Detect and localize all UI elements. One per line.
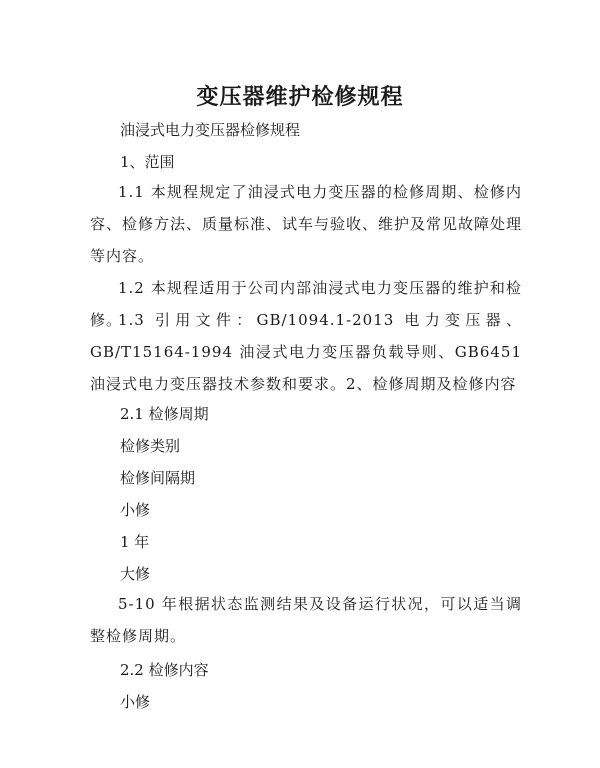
- section-2-2-heading: 2.2 检修内容: [120, 661, 209, 679]
- table-header-interval: 检修间隔期: [120, 469, 196, 487]
- section-1-heading: 1、范围: [120, 153, 175, 171]
- table-header-type: 检修类别: [120, 437, 181, 455]
- paragraph-1-2: 1.2 本规程适用于公司内部油浸式电力变压器的维护和检修。: [90, 279, 522, 329]
- minor-repair-label-2: 小修: [120, 693, 151, 711]
- section-2-1-heading: 2.1 检修周期: [120, 405, 209, 423]
- document-title: 变压器维护检修规程: [196, 85, 404, 110]
- minor-repair-interval: 1 年: [120, 533, 150, 551]
- paragraph-1-3: 1.3 引用文件：GB/1094.1-2013 电力变压器、GB/T15164-1994 油浸式电力变压器负载导则、GB6451 油浸式电力变压器技术参数和要求。2、检修周期及检修内容: [90, 311, 522, 393]
- major-repair-label: 大修: [120, 565, 151, 583]
- minor-repair-label: 小修: [120, 501, 151, 519]
- major-repair-interval: 5-10 年根据状态监测结果及设备运行状况，可以适当调整检修周期。: [90, 595, 522, 645]
- subtitle: 油浸式电力变压器检修规程: [120, 121, 301, 139]
- paragraph-1-1: 1.1 本规程规定了油浸式电力变压器的检修周期、检修内容、检修方法、质量标准、试车与验收、维护及常见故障处理等内容。: [90, 183, 523, 265]
